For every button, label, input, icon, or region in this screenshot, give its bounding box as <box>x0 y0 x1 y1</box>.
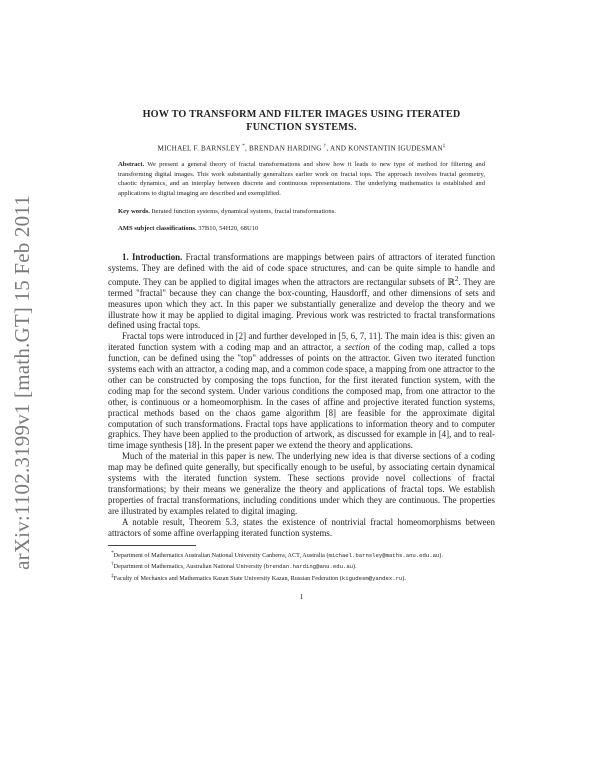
author-mark-1: * <box>242 144 245 149</box>
footnote-1-end: ). <box>439 551 443 559</box>
author-barnsley: MICHAEL F. BARNSLEY <box>157 144 241 153</box>
footnote-3-email[interactable]: kigudesm@yandex.ru <box>341 574 403 582</box>
author-mark-3: ‡ <box>442 144 446 149</box>
section-heading: 1. Introduction. <box>122 252 183 263</box>
footnote-1-email[interactable]: michael.barnsley@maths.anu.edu.au <box>328 551 440 559</box>
footnote-3-text: Faculty of Mechanics and Mathematics Kazan State University Kazan, Russian Federation ( <box>113 574 342 582</box>
footnote-rule <box>108 545 196 546</box>
ams-label: AMS subject classifications. <box>118 225 197 233</box>
intro-p1-text-a: Fractal transformations are mappings between pairs of attractors of iterated function systems. They are defined with the aid of code space structures, and can be quite simple to handle and compute. They can be applied to digital images when the attractors are rectangular subsets of ℝ <box>108 252 496 287</box>
author-list <box>108 144 495 152</box>
footnote-2 <box>108 560 495 572</box>
intro-p1-text-b: . They are termed "fractal" because they can change the box-counting, Hausdorff, and other dimensions of sets and measures upon which they act. In this paper we substantially generalize and develop the theory and we illustrate how it may be applied to digital imaging. Previous work was restricted to fractal transformations defined using fractal tops. <box>108 276 495 331</box>
page-number: 1 <box>299 591 304 601</box>
paper-page <box>108 108 495 601</box>
intro-paragraph-3: Much of the material in this paper is new. The underlying new idea is that diverse sections of a coding map may be defined quite generally, but specifically enough to be useful, by associating certain dynamical systems with the iterated function system. These sections provide novel collections of fractal transformations; by their means we generalize the theory and applications of fractal tops. We establish properties of fractal transformations, including conditions under which they are continuous. The properties are illustrated by examples related to digital imaging. <box>108 451 495 516</box>
keywords-text: Iterated function systems, dynamical systems, fractal transformations. <box>149 208 336 216</box>
ams-text: 37B10, 54H20, 68U10 <box>196 225 259 233</box>
author-igudesman: , AND KONSTANTIN IGUDESMAN <box>326 144 443 153</box>
intro-p2-emphasis: section <box>344 342 370 353</box>
abstract-text: We present a general theory of fractal transformations and show how it leads to new type of method for filtering and transforming digital images. This work substantially generalizes earlier work on fractal tops. The approach involves fractal geometry, chaotic dynamics, and an interplay between discrete and continuous representations. The underlying mathematics is established and applications to digital imaging are described and exemplified. <box>118 161 485 197</box>
arxiv-stamp-text: arXiv:1102.3199v1 [math.GT] 15 Feb 2011 <box>9 195 34 570</box>
abstract <box>118 160 485 198</box>
intro-paragraph-2 <box>108 331 495 451</box>
footnote-1 <box>108 549 495 561</box>
footnote-2-text: Department of Mathematics, Australian National University ( <box>113 563 266 571</box>
author-mark-2: † <box>323 144 327 149</box>
intro-p2-text-b: of the coding map, called a tops function, can be defined using the "top" addresses of points on the attractor. Given two iterated function systems each with an attractor, a coding map, and a common code space, a mapping from one attractor to the other can be constructed by composing the tops function, for the first iterated function system, with the coding map for the second system. Under various conditions the composed map, from one attractor to the other, is continuous or a homeomorphism. In the cases of affine and projective iterated function systems, practical methods based on the chaos game algorithm [8] are feasible for the approximate digital computation of such transformations. Fractal tops have applications to information theory and to computer graphics. They have been applied to the production of artwork, as discussed for example in [4], and to real-time image synthesis [18]. In the present paper we extend the theory and applications. <box>108 342 496 451</box>
footnote-1-mark: * <box>111 549 114 556</box>
footnotes <box>108 549 495 584</box>
intro-p2-text-a: Fractal tops were introduced in [2] and further developed in [5, 6, 7, 11]. The main idea is this: given an iterated function system with a coding map and an attractor, a <box>108 331 495 353</box>
author-harding: , BRENDAN HARDING <box>244 144 322 153</box>
footnote-3 <box>108 572 495 584</box>
intro-paragraph-4: A notable result, Theorem 5.3, states the existence of nontrivial fractal homeomorphisms between attractors of some affine overlapping iterated function systems. <box>108 516 495 538</box>
footnote-1-text: Department of Mathematics Australian National University Canberra, ACT, Australia ( <box>113 551 329 559</box>
intro-p1-sup: 2 <box>454 273 459 283</box>
paper-title <box>108 108 495 134</box>
keywords-label: Key words. <box>118 208 150 216</box>
abstract-label: Abstract. <box>118 161 145 169</box>
footnote-2-end: ). <box>353 563 357 571</box>
title-line-2: FUNCTION SYSTEMS. <box>246 122 357 133</box>
footnote-2-email[interactable]: brendan.harding@anu.edu.au <box>265 563 354 571</box>
intro-paragraph-1 <box>108 252 495 331</box>
keywords <box>118 208 485 215</box>
footnote-3-mark: ‡ <box>111 572 114 579</box>
footnote-3-end: ). <box>402 574 406 582</box>
arxiv-stamp <box>2 190 42 575</box>
title-line-1: HOW TO TRANSFORM AND FILTER IMAGES USING ITERATED <box>142 109 461 120</box>
footnote-2-mark: † <box>111 561 114 568</box>
introduction-section <box>108 252 495 539</box>
ams-classifications <box>118 225 485 232</box>
